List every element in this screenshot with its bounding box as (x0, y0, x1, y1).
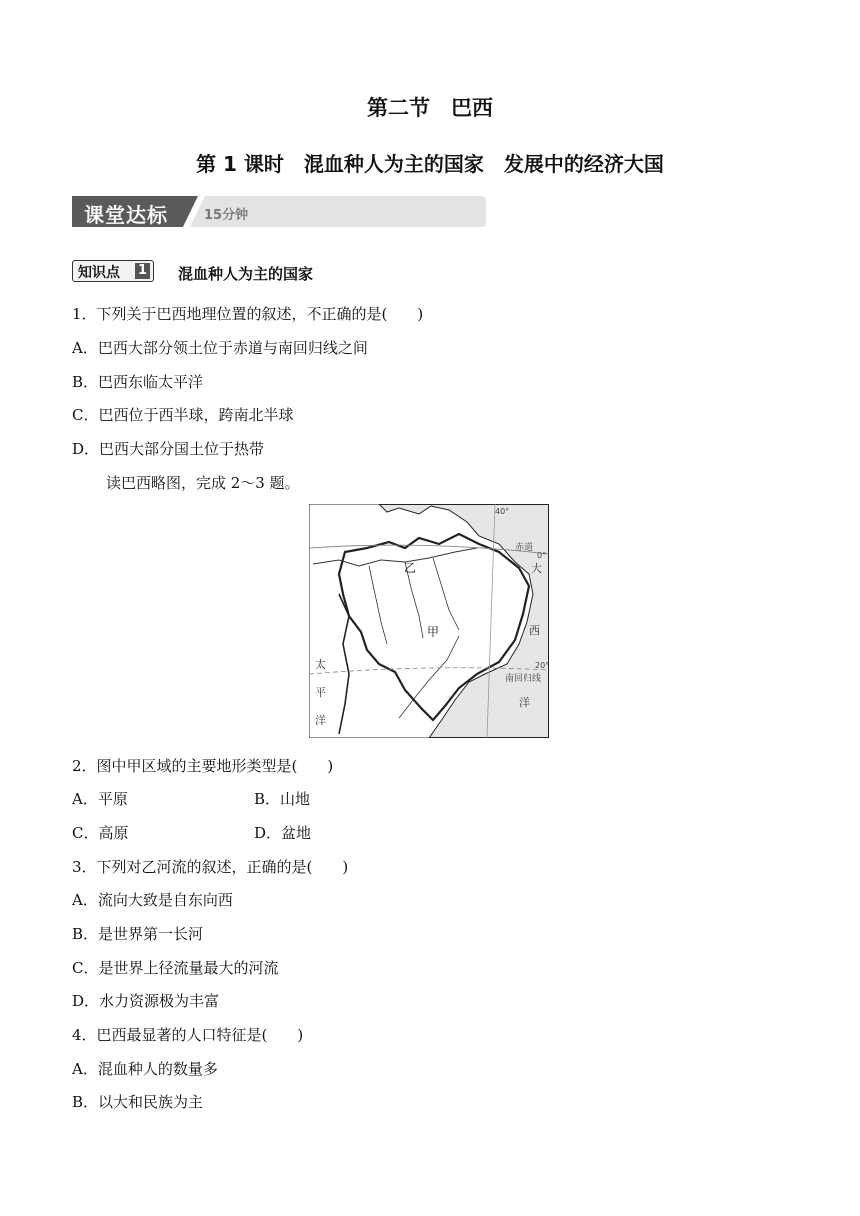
q1-option-a: A．巴西大部分领土位于赤道与南回归线之间 (72, 339, 368, 357)
knowledge-point-title: 混血种人为主的国家 (178, 265, 314, 283)
q2-option-d: D．盆地 (254, 824, 312, 842)
lesson-title: 第 1 课时 混血种人为主的国家 发展中的经济大国 (196, 152, 664, 176)
q2-option-b: B．山地 (254, 790, 311, 808)
knowledge-point-label: 知识点 (78, 265, 120, 281)
knowledge-point-number: 1 (135, 263, 150, 279)
q3-option-b: B．是世界第一长河 (72, 925, 204, 943)
label-tropic-deg: 20° (535, 661, 549, 670)
label-equator: 赤道 (515, 543, 534, 553)
q3-option-d: D．水力资源极为丰富 (72, 992, 220, 1010)
label-pacific-3: 洋 (315, 714, 326, 727)
q1-option-d: D．巴西大部分国土位于热带 (72, 440, 265, 458)
q2-option-c: C．高原 (72, 824, 129, 842)
q3-stem: 3．下列对乙河流的叙述，正确的是( ) (72, 858, 349, 876)
map-intro: 读巴西略图，完成 2～3 题。 (106, 474, 300, 492)
q3-option-a: A．流向大致是自东向西 (72, 891, 233, 909)
banner-label: 课堂达标 (84, 203, 168, 227)
q1-option-b: B．巴西东临太平洋 (72, 373, 204, 391)
q2-stem: 2．图中甲区域的主要地形类型是( ) (72, 757, 334, 775)
knowledge-point-badge (72, 260, 154, 282)
q1-stem: 1．下列关于巴西地理位置的叙述，不正确的是( ) (72, 305, 424, 323)
q4-stem: 4．巴西最显著的人口特征是( ) (72, 1026, 304, 1044)
q3-option-c: C．是世界上径流量最大的河流 (72, 959, 279, 977)
label-jia: 甲 (427, 625, 440, 639)
label-tropic: 南回归线 (505, 674, 542, 684)
section-title: 第二节 巴西 (367, 96, 493, 120)
brazil-map (309, 504, 549, 738)
label-lon: 40° (495, 507, 510, 516)
label-atlantic-2: 西 (529, 624, 540, 637)
label-atlantic-1: 大 (531, 562, 542, 575)
class-practice-banner (72, 196, 486, 227)
q2-option-a: A．平原 (72, 790, 128, 808)
label-equator-deg: 0° (537, 551, 547, 560)
q4-option-b: B．以大和民族为主 (72, 1093, 204, 1111)
q1-option-c: C．巴西位于西半球，跨南北半球 (72, 406, 294, 424)
label-pacific-1: 太 (315, 658, 326, 671)
label-atlantic-3: 洋 (519, 696, 530, 709)
label-pacific-2: 平 (315, 686, 326, 699)
banner-time: 15分钟 (204, 208, 249, 223)
q4-option-a: A．混血种人的数量多 (72, 1060, 218, 1078)
label-yi: 乙 (404, 561, 417, 575)
